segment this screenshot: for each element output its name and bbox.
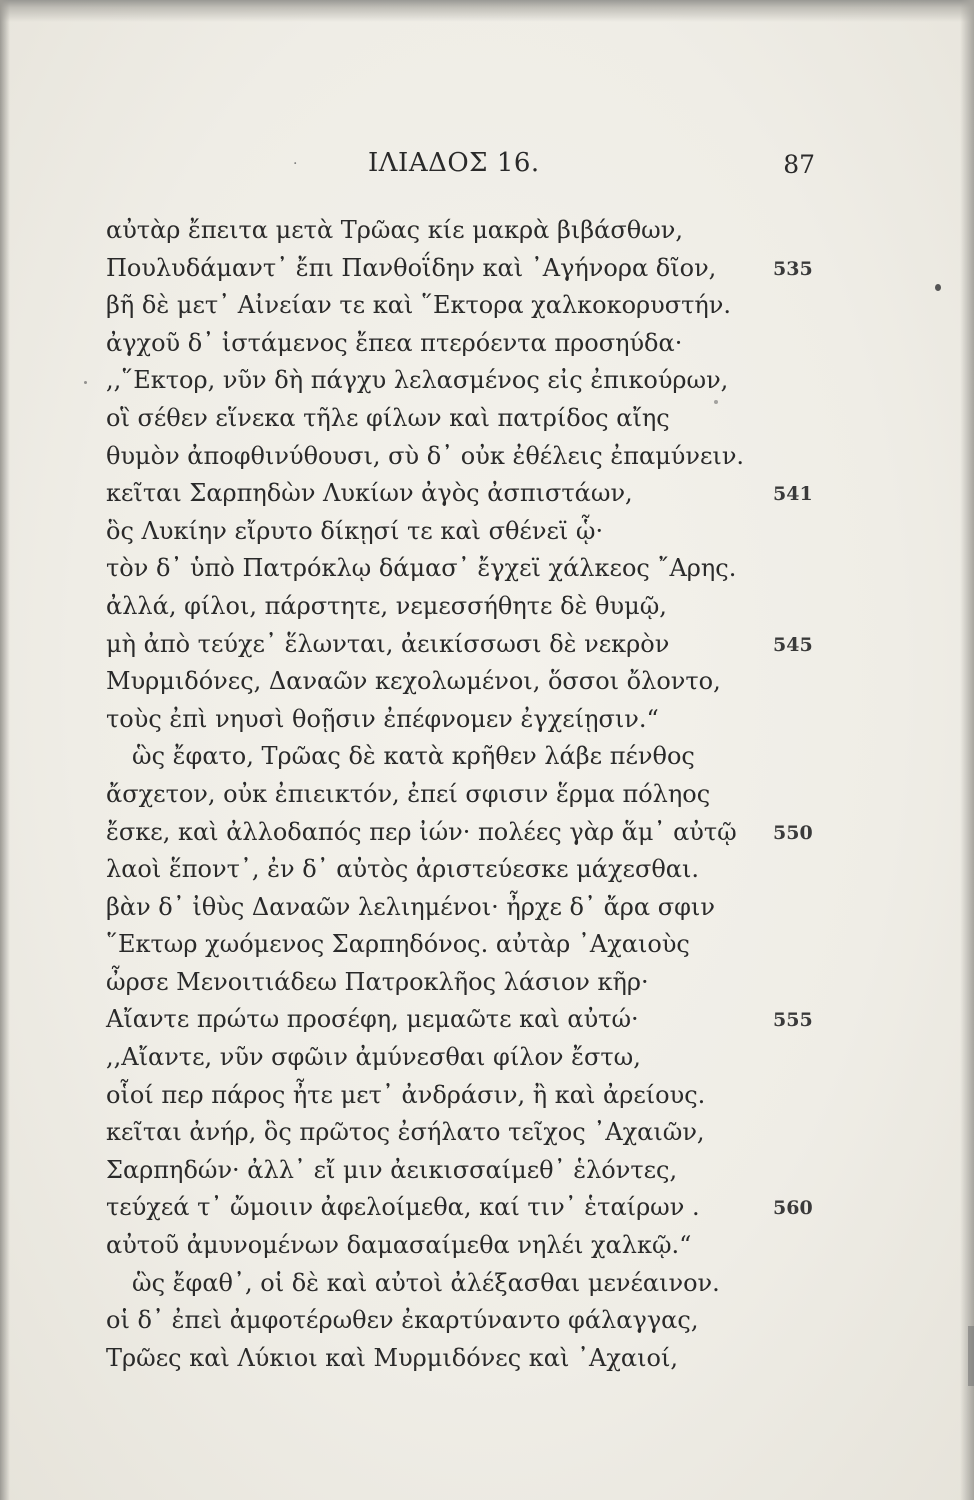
line-number: 545 (773, 633, 813, 656)
verse-text: Μυρμιδόνες, Δαναῶν κεχολωμένοι, ὅσσοι ὄλοντο, (106, 667, 721, 696)
verse-text: τὸν δ᾽ ὑπὸ Πατρόκλῳ δάμασ᾽ ἔγχεϊ χάλκεος ῎Αρης. (106, 554, 737, 583)
page-right-edge-shadow (960, 0, 974, 1500)
verse-text: Τρῶες καὶ Λύκιοι καὶ Μυρμιδόνες καὶ ᾽Αχαιοί, (106, 1343, 679, 1372)
verse-text: αὐτὰρ ἔπειτα μετὰ Τρῶας κίε μακρὰ βιβάσθων, (106, 216, 683, 244)
verse-text: ἀλλά, φίλοι, πάρστητε, νεμεσσήθητε δὲ θυμῷ, (106, 591, 667, 620)
verse-line (106, 663, 826, 701)
verse-text: οἳ σέθεν εἵνεκα τῆλε φίλων καὶ πατρίδος αἴης (106, 403, 670, 432)
verse-line (106, 212, 826, 250)
verse-text: οἷοί περ πάρος ἦτε μετ᾽ ἀνδράσιν, ἢ καὶ ἀρείους. (106, 1080, 706, 1109)
verse-text: ὦρσε Μενοιτιάδεω Πατροκλῆος λάσιον κῆρ· (106, 967, 649, 996)
verse-line (106, 1340, 826, 1378)
verse-line (106, 776, 826, 814)
verse-text: κεῖται ἀνήρ, ὃς πρῶτος ἐσήλατο τεῖχος ᾽Αχαιῶν, (106, 1118, 705, 1147)
verse-text: οἱ δ᾽ ἐπεὶ ἀμφοτέρωθεν ἐκαρτύναντο φάλαγγας, (106, 1306, 699, 1335)
verse-line (106, 588, 826, 626)
verse-line (106, 362, 826, 400)
verse-text: λαοὶ ἕποντ᾽, ἐν δ᾽ αὐτὸς ἀριστεύεσκε μάχεσθαι. (106, 855, 700, 884)
verse-text: ὣς ἔφαθ᾽, οἱ δὲ καὶ αὐτοὶ ἀλέξασθαι μενέαινον. (132, 1268, 720, 1297)
verse-text: βὰν δ᾽ ἰθὺς Δαναῶν λελιημένοι· ἦρχε δ᾽ ἄρα σφιν (106, 892, 715, 921)
verse-text: ἔσκε, καὶ ἀλλοδαπός περ ἰών· πολέες γὰρ ἅμ᾽ αὐτῷ (106, 817, 737, 846)
verse-text: ,,Αἴαντε, νῦν σφῶιν ἀμύνεσθαι φίλον ἔστω, (106, 1043, 641, 1072)
verse-line (106, 475, 826, 513)
verse-text: ὃς Λυκίην εἴρυτο δίκῃσί τε καὶ σθένεϊ ᾧ· (106, 516, 604, 545)
verse-text: ῞Εκτωρ χωόμενος Σαρπηδόνος. αὐτὰρ ᾽Αχαιοὺς (106, 930, 690, 959)
verse-line (106, 1302, 826, 1340)
verse-line (106, 250, 826, 288)
verse-line (106, 814, 826, 852)
page-top-edge-shadow (0, 0, 974, 22)
verse-line (106, 626, 826, 664)
page-number: 87 (783, 150, 815, 179)
verse-text: Πουλυδάμαντ᾽ ἔπι Πανθοΐδην καὶ ᾽Αγήνορα δῖον, (106, 253, 717, 282)
verse-text: ὣς ἔφατο, Τρῶας δὲ κατὰ κρῆθεν λάβε πένθος (132, 742, 695, 771)
verse-text: βῆ δὲ μετ᾽ Αἰνείαν τε καὶ ῞Εκτορα χαλκοκορυστήν. (106, 291, 731, 320)
line-number: 560 (773, 1197, 813, 1220)
line-number: 535 (773, 257, 813, 280)
verse-text: μὴ ἀπὸ τεύχε᾽ ἕλωνται, ἀεικίσσωσι δὲ νεκρὸν (106, 629, 670, 658)
verse-text: ἄσχετον, οὐκ ἐπιεικτόν, ἐπεί σφισιν ἕρμα πόληος (106, 779, 711, 808)
verse-text-block (106, 212, 826, 1377)
verse-line (106, 550, 826, 588)
verse-line (106, 1114, 826, 1152)
verse-text: τοὺς ἐπὶ νηυσὶ θοῇσιν ἐπέφνομεν ἐγχείῃσιν.“ (106, 704, 659, 733)
verse-text: κεῖται Σαρπηδὼν Λυκίων ἀγὸς ἀσπιστάων, (106, 479, 633, 508)
verse-line (106, 1152, 826, 1190)
ink-speck (935, 284, 941, 291)
verse-text: Σαρπηδών· ἀλλ᾽ εἴ μιν ἀεικισσαίμεθ᾽ ἑλόντες, (106, 1155, 678, 1184)
verse-line (106, 513, 826, 551)
verse-text: αὐτοῦ ἀμυνομένων δαμασαίμεθα νηλέι χαλκῷ.“ (106, 1231, 692, 1260)
header-dot: · (293, 156, 298, 172)
verse-line (106, 325, 826, 363)
verse-line (106, 438, 826, 476)
verse-line (106, 851, 826, 889)
verse-line (106, 738, 826, 776)
verse-line (106, 1039, 826, 1077)
running-title: ΙΛΙΑΔΟΣ 16. (368, 148, 540, 178)
ink-speck (84, 381, 87, 384)
running-header (100, 148, 815, 188)
line-number: 550 (773, 821, 813, 844)
binding-mark (968, 1326, 974, 1386)
verse-text: θυμὸν ἀποφθινύθουσι, σὺ δ᾽ οὐκ ἐθέλεις ἐπαμύνειν. (106, 441, 745, 470)
verse-line (106, 400, 826, 438)
line-number: 541 (773, 483, 813, 506)
verse-line (106, 1227, 826, 1265)
verse-line (106, 1265, 826, 1303)
verse-text: τεύχεά τ᾽ ὤμοιιν ἀφελοίμεθα, καί τιν᾽ ἑταίρων . (106, 1193, 700, 1222)
line-number: 555 (773, 1009, 813, 1032)
verse-line (106, 287, 826, 325)
verse-line (106, 1077, 826, 1115)
verse-text: ,,῞Εκτορ, νῦν δὴ πάγχυ λελασμένος εἰς ἐπικούρων, (106, 366, 729, 395)
verse-text: ἀγχοῦ δ᾽ ἱστάμενος ἔπεα πτερόεντα προσηύδα· (106, 328, 683, 357)
verse-line (106, 701, 826, 739)
verse-line (106, 1189, 826, 1227)
page-left-edge-shadow (0, 0, 10, 1500)
verse-line (106, 964, 826, 1002)
verse-text: Αἴαντε πρώτω προσέφη, μεμαῶτε καὶ αὐτώ· (106, 1005, 639, 1034)
verse-line (106, 889, 826, 927)
verse-line (106, 926, 826, 964)
verse-line (106, 1001, 826, 1039)
